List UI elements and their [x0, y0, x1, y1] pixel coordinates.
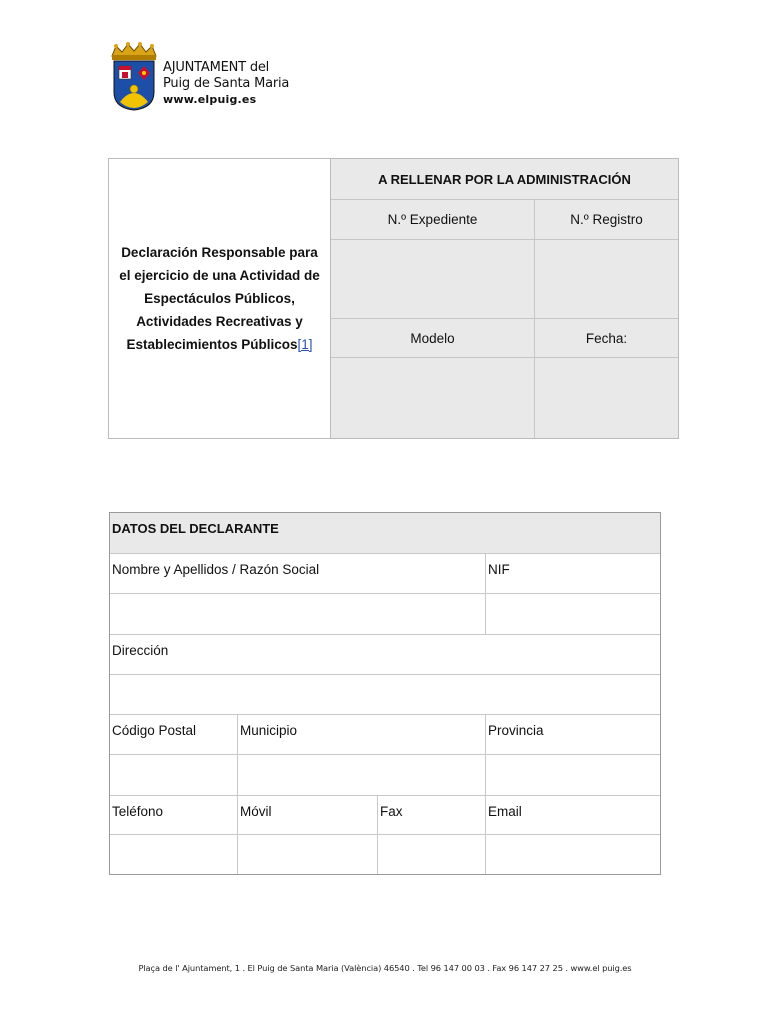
registro-label: N.º Registro: [535, 200, 678, 240]
nombre-label: Nombre y Apellidos / Razón Social: [110, 554, 486, 594]
fax-field[interactable]: [378, 835, 486, 874]
email-label: Email: [486, 796, 660, 835]
declarante-table: [109, 512, 661, 875]
movil-field[interactable]: [238, 835, 378, 874]
nif-field[interactable]: [486, 594, 660, 635]
codigo-postal-label: Código Postal: [110, 715, 238, 755]
fax-label: Fax: [378, 796, 486, 835]
logo-line-2: Puig de Santa Maria: [163, 76, 290, 91]
footnote-link[interactable]: [1]: [297, 337, 313, 352]
administration-table: [108, 158, 679, 439]
direccion-field[interactable]: [110, 675, 660, 715]
declarante-section-title: DATOS DEL DECLARANTE: [110, 513, 660, 554]
codigo-postal-field[interactable]: [110, 755, 238, 796]
logo-website[interactable]: www.elpuig.es: [163, 93, 257, 106]
fecha-label: Fecha:: [585, 330, 628, 346]
admin-section-title: A RELLENAR POR LA ADMINISTRACIÓN: [331, 159, 678, 200]
admin-fill-area: [330, 158, 679, 439]
municipio-field[interactable]: [238, 755, 486, 796]
declaration-line-4: Actividades Recreativas y: [136, 314, 303, 329]
declaration-line-5: Establecimientos Públicos: [126, 337, 298, 352]
municipio-label: Municipio: [238, 715, 486, 755]
declaration-line-2: el ejercicio de una Actividad de: [119, 268, 320, 283]
registro-field[interactable]: [535, 240, 678, 319]
email-field[interactable]: [486, 835, 660, 874]
municipal-logo: [108, 42, 308, 114]
expediente-field[interactable]: [331, 240, 535, 319]
provincia-field[interactable]: [486, 755, 660, 796]
telefono-field[interactable]: [110, 835, 238, 874]
modelo-label: Modelo: [331, 319, 535, 357]
telefono-label: Teléfono: [110, 796, 238, 835]
fecha-field[interactable]: [535, 357, 678, 438]
modelo-field[interactable]: [331, 357, 535, 438]
footer-address: Plaça de l' Ajuntament, 1 . El Puig de Santa Maria (València) 46540 . Tel 96 147 00 03 . Fax 96 147 27 25 . www.el puig.es: [138, 963, 632, 973]
expediente-label: N.º Expediente: [331, 200, 535, 240]
logo-line-1: AJUNTAMENT del: [163, 60, 270, 75]
declaration-title: [108, 158, 330, 439]
declaration-line-1: Declaración Responsable para: [121, 245, 318, 260]
declaration-line-3: Espectáculos Públicos,: [144, 291, 295, 306]
direccion-label: Dirección: [110, 635, 660, 675]
logo-text: [163, 60, 289, 108]
movil-label: Móvil: [238, 796, 378, 835]
provincia-label: Provincia: [486, 715, 660, 755]
nombre-field[interactable]: [110, 594, 486, 635]
coat-of-arms-icon: [108, 42, 160, 112]
nif-label: NIF: [486, 554, 660, 594]
